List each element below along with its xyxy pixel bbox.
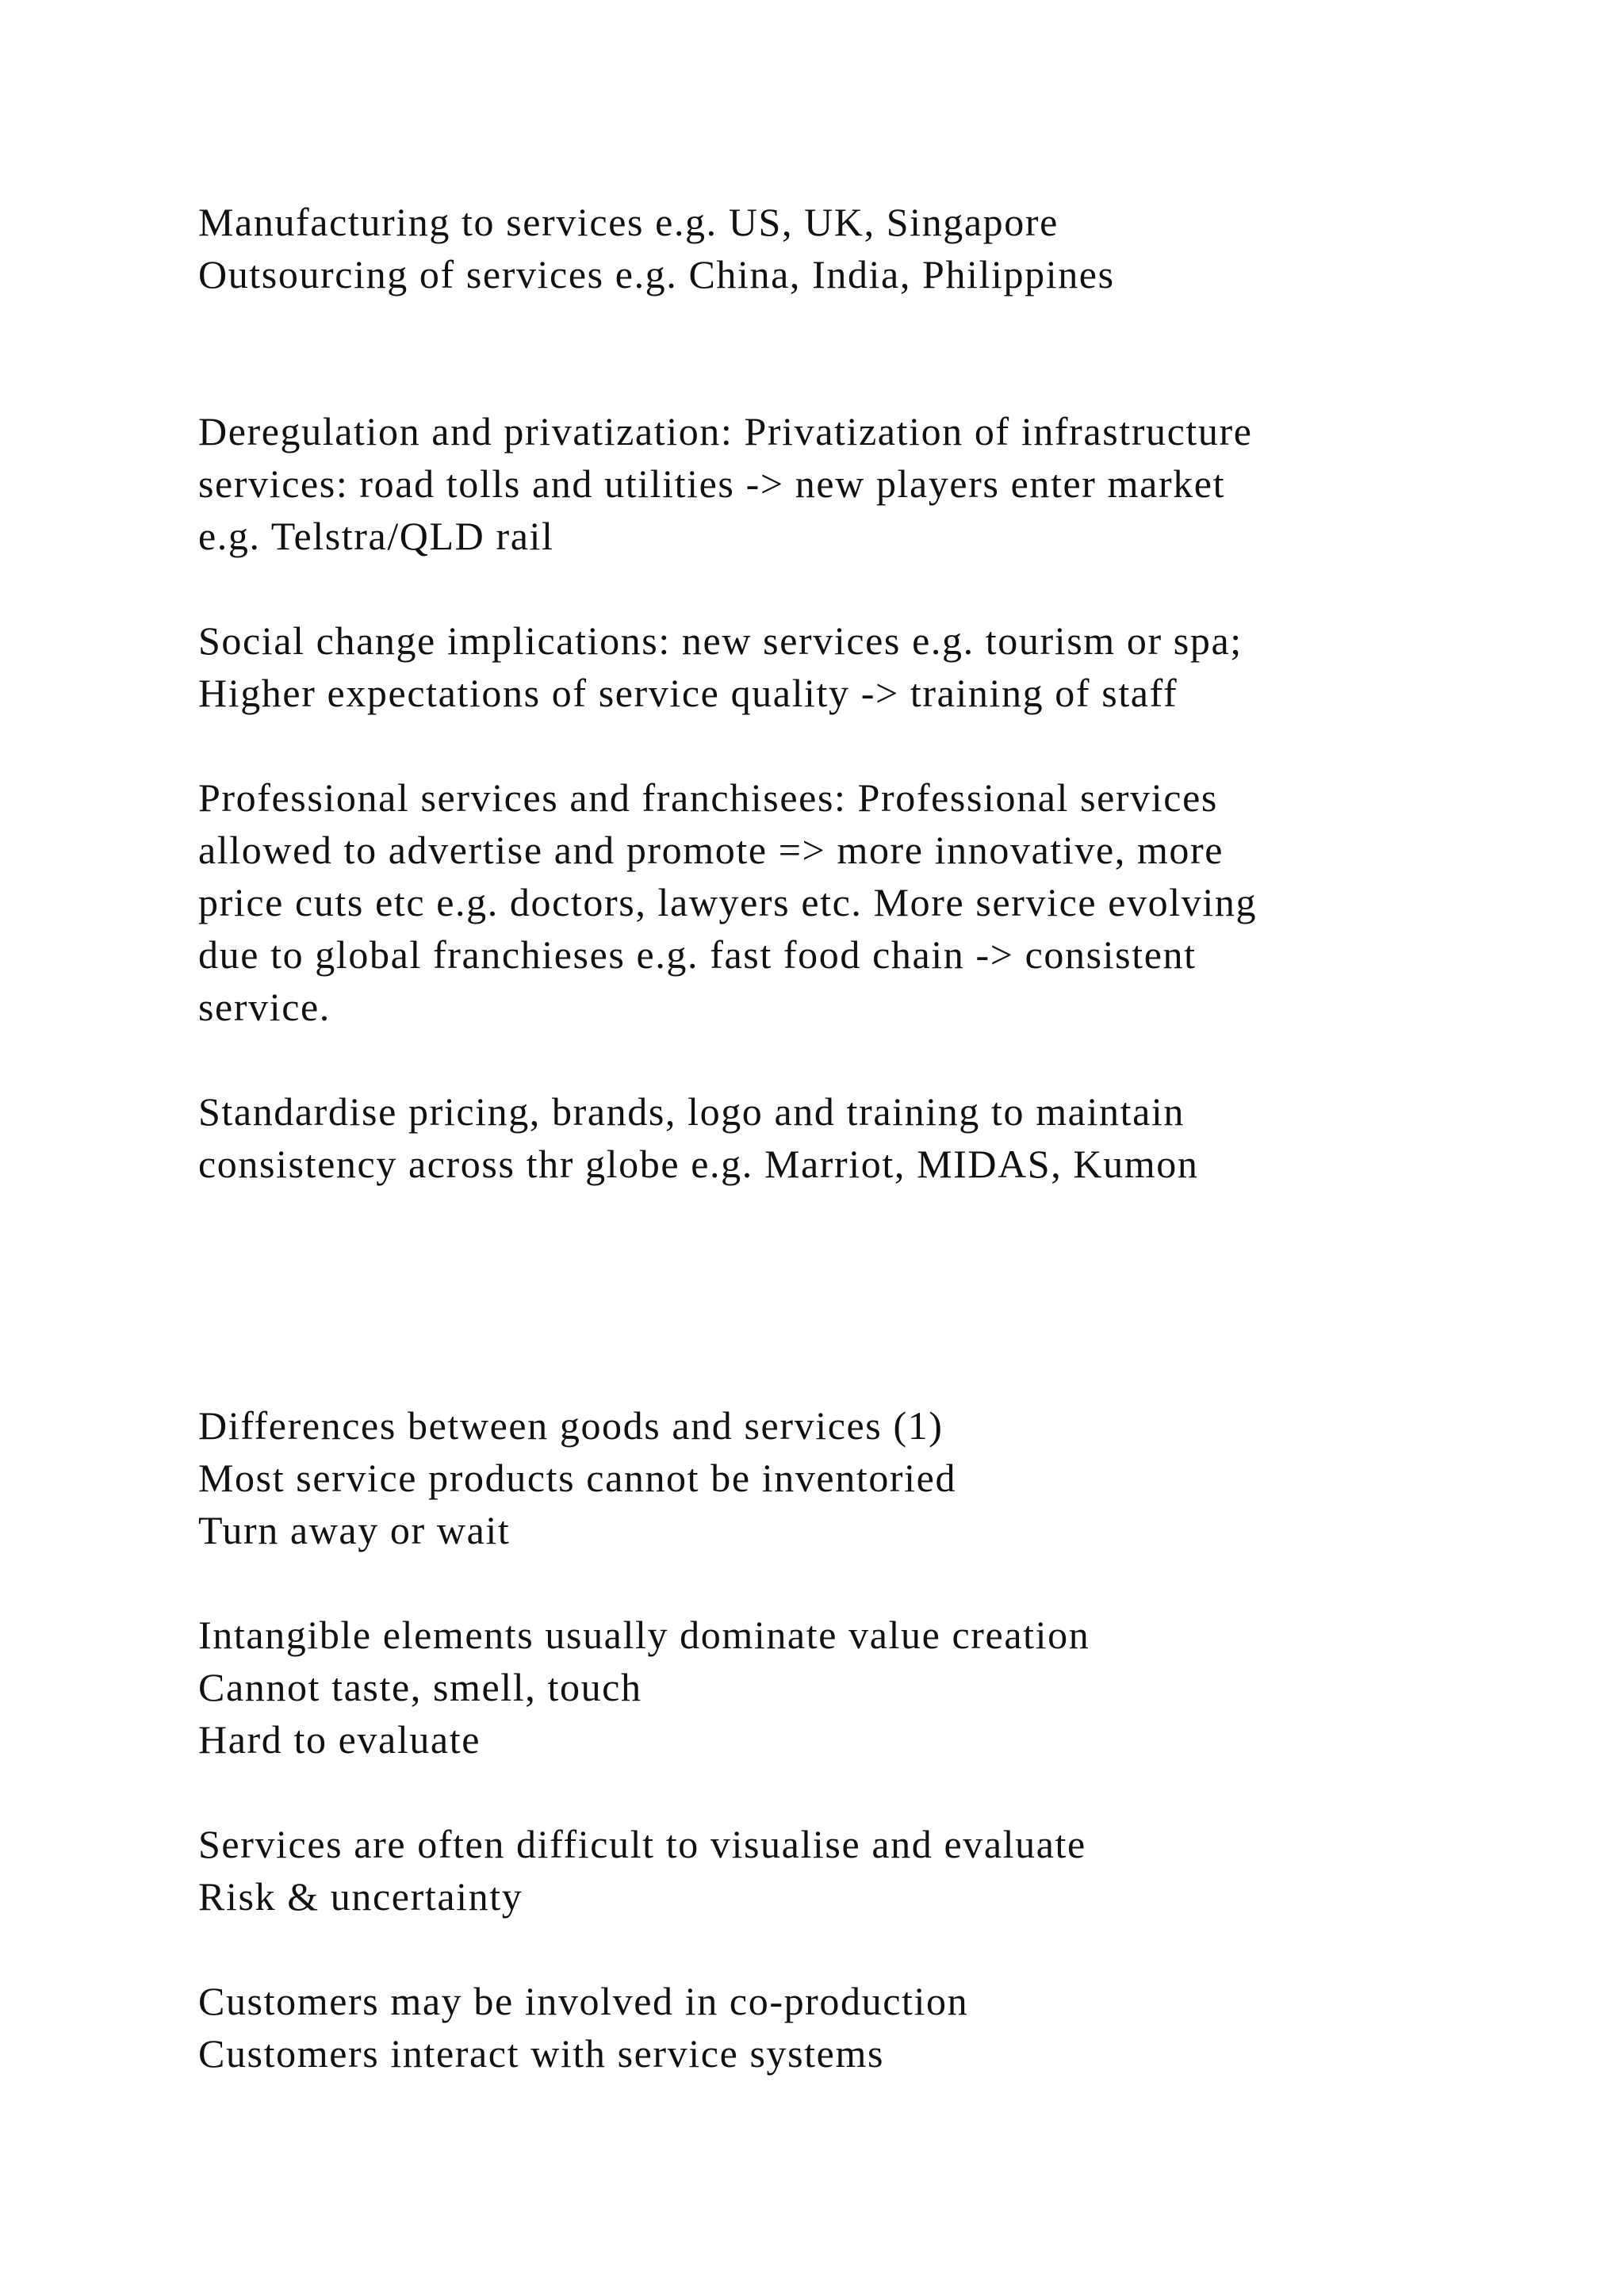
text-line: e.g. Telstra/QLD rail: [198, 514, 554, 558]
text-line: Risk & uncertainty: [198, 1874, 523, 1919]
text-line: Higher expectations of service quality -> training of staff: [198, 671, 1178, 715]
text-line: Most service products cannot be inventoried: [198, 1456, 957, 1500]
text-line: allowed to advertise and promote => more innovative, more: [198, 828, 1224, 872]
section-heading: Differences between goods and services (1): [198, 1403, 944, 1448]
text-line: Turn away or wait: [198, 1508, 511, 1552]
text-line: Social change implications: new services e.g. tourism or spa;: [198, 618, 1243, 663]
text-line: due to global franchieses e.g. fast food chain -> consistent: [198, 932, 1197, 977]
text-line: price cuts etc e.g. doctors, lawyers etc. More service evolving: [198, 880, 1258, 924]
text-line: service.: [198, 985, 331, 1029]
text-line: consistency across thr globe e.g. Marriot, MIDAS, Kumon: [198, 1142, 1199, 1186]
text-line: Outsourcing of services e.g. China, India, Philippines: [198, 252, 1115, 297]
text-line: Standardise pricing, brands, logo and training to maintain: [198, 1089, 1185, 1134]
text-line: Customers interact with service systems: [198, 2031, 885, 2076]
text-line: Intangible elements usually dominate value creation: [198, 1613, 1090, 1657]
text-line: Professional services and franchisees: Professional services: [198, 775, 1218, 820]
text-line: Manufacturing to services e.g. US, UK, Singapore: [198, 200, 1059, 244]
text-line: Services are often difficult to visualise and evaluate: [198, 1822, 1086, 1866]
text-line: Customers may be involved in co-production: [198, 1979, 969, 2023]
text-line: Hard to evaluate: [198, 1717, 481, 1762]
text-line: services: road tolls and utilities -> new players enter market: [198, 461, 1226, 506]
text-line: Cannot taste, smell, touch: [198, 1665, 642, 1709]
text-line: Deregulation and privatization: Privatization of infrastructure: [198, 409, 1253, 453]
